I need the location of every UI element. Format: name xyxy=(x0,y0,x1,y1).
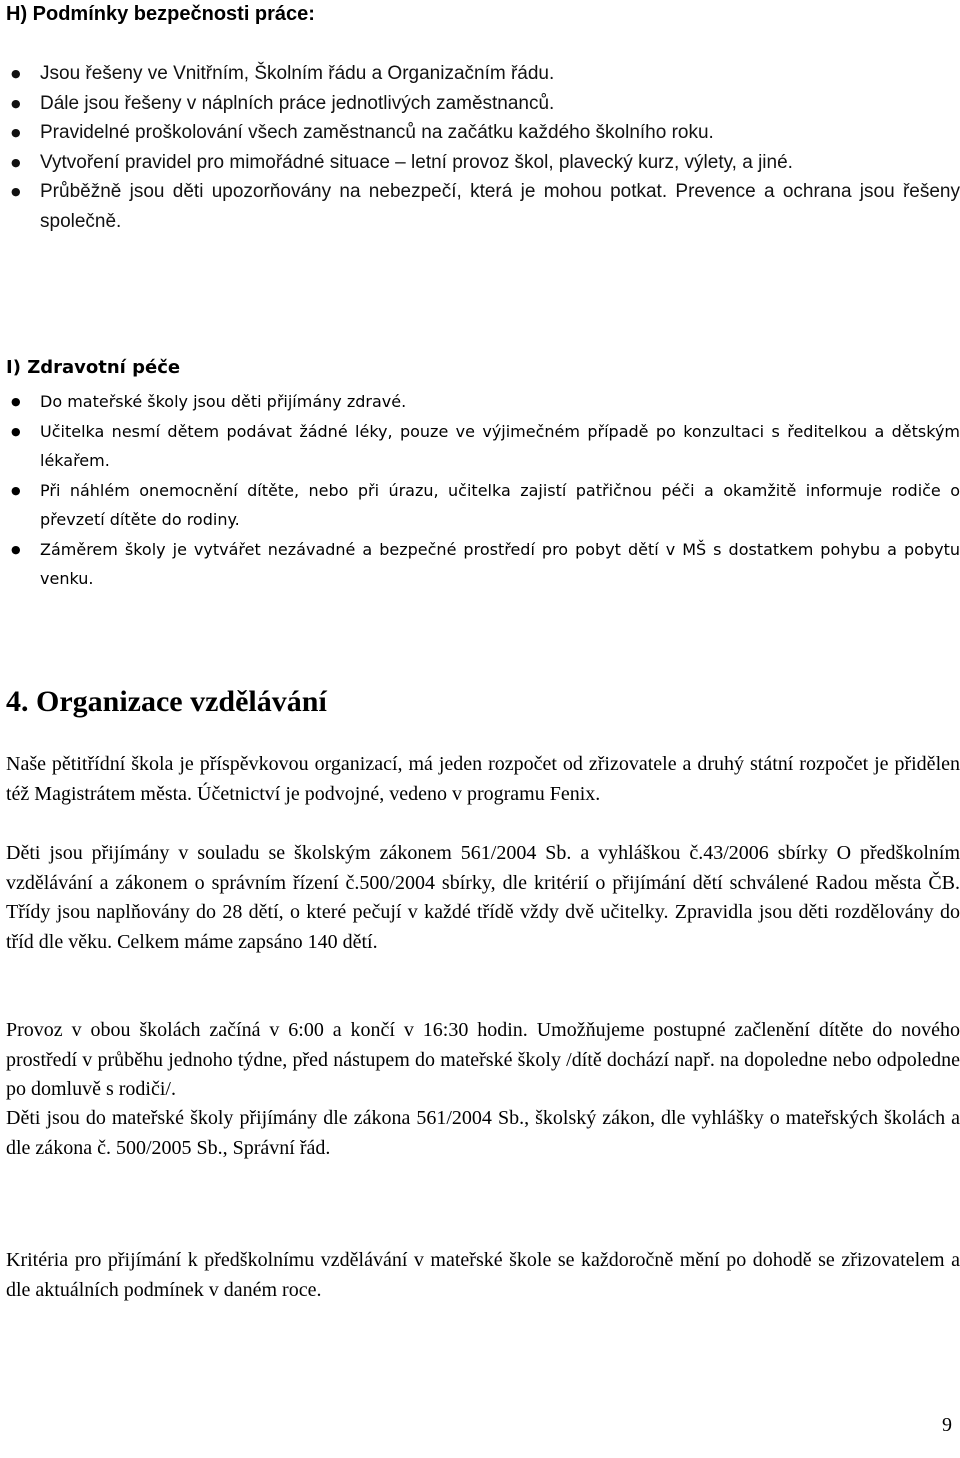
health-care-list xyxy=(6,387,960,594)
list-item: ● Dále jsou řešeny v náplních práce jednotlivých zaměstnanců. xyxy=(6,89,960,119)
paragraph-operation: Provoz v obou školách začíná v 6:00 a končí v 16:30 hodin. Umožňujeme postupné začlenění dítěte do nového prostředí v průběhu jednoho týdne, před nástupem do mateřské školy /dítě dochází např. na dopoledne nebo odpoledne po domluvě s rodiči/. xyxy=(6,1019,960,1101)
page-number: 9 xyxy=(942,1414,952,1436)
section-i-heading: I) Zdravotní péče xyxy=(6,357,181,378)
chapter-title: 4. Organizace vzdělávání xyxy=(6,685,327,718)
section-h-heading: H) Podmínky bezpečnosti práce: xyxy=(6,3,315,25)
list-item: ● Průběžně jsou děti upozorňovány na nebezpečí, která je mohou potkat. Prevence a ochrana jsou řešeny společně. xyxy=(6,177,960,236)
safety-conditions-list xyxy=(6,59,960,236)
list-item: ● Jsou řešeny ve Vnitřním, Školním řádu a Organizačním řádu. xyxy=(6,59,960,89)
list-item: ● Do mateřské školy jsou děti přijímány zdravé. xyxy=(6,387,960,417)
list-item: ● Záměrem školy je vytvářet nezávadné a bezpečné prostředí pro pobyt dětí v MŠ s dostatkem pohybu a pobytu venku. xyxy=(6,535,960,594)
list-item: ● Učitelka nesmí dětem podávat žádné léky, pouze ve výjimečném případě po konzultaci s ředitelkou a dětským lékařem. xyxy=(6,417,960,476)
list-item: ● Vytvoření pravidel pro mimořádné situace – letní provoz škol, plavecký kurz, výlety, a jiné. xyxy=(6,148,960,178)
paragraph-organization: Naše pětitřídní škola je příspěvkovou organizací, má jeden rozpočet od zřizovatele a druhý státní rozpočet je přidělen též Magistrátem města. Účetnictví je podvojné, vedeno v programu Fenix. xyxy=(6,753,960,805)
list-item: ● Pravidelné proškolování všech zaměstnanců na začátku každého školního roku. xyxy=(6,118,960,148)
paragraph-criteria: Kritéria pro přijímání k předškolnímu vzdělávání v mateřské škole se každoročně mění po dohodě se zřizovatelem a dle aktuálních podmínek v daném roce. xyxy=(6,1249,960,1301)
list-item: ● Při náhlém onemocnění dítěte, nebo při úrazu, učitelka zajistí patřičnou péči a okamžitě informuje rodiče o převzetí dítěte do rodiny. xyxy=(6,476,960,535)
paragraph-admission: Děti jsou přijímány v souladu se školským zákonem 561/2004 Sb. a vyhláškou č.43/2006 sbírky O předškolním vzdělávání a zákonem o správním řízení č.500/2004 sbírky, dle kritérií o přijímání dětí schválené Radou města ČB. Třídy jsou naplňovány do 28 dětí, o které pečují v každé třídě vždy dvě učitelky. Zpravidla jsou děti rozdělovány do tříd dle věku. Celkem máme zapsáno 140 dětí. xyxy=(6,842,960,953)
paragraph-law: Děti jsou do mateřské školy přijímány dle zákona 561/2004 Sb., školský zákon, dle vyhlášky o mateřských školách a dle zákona č. 500/2005 Sb., Správní řád. xyxy=(6,1107,960,1159)
